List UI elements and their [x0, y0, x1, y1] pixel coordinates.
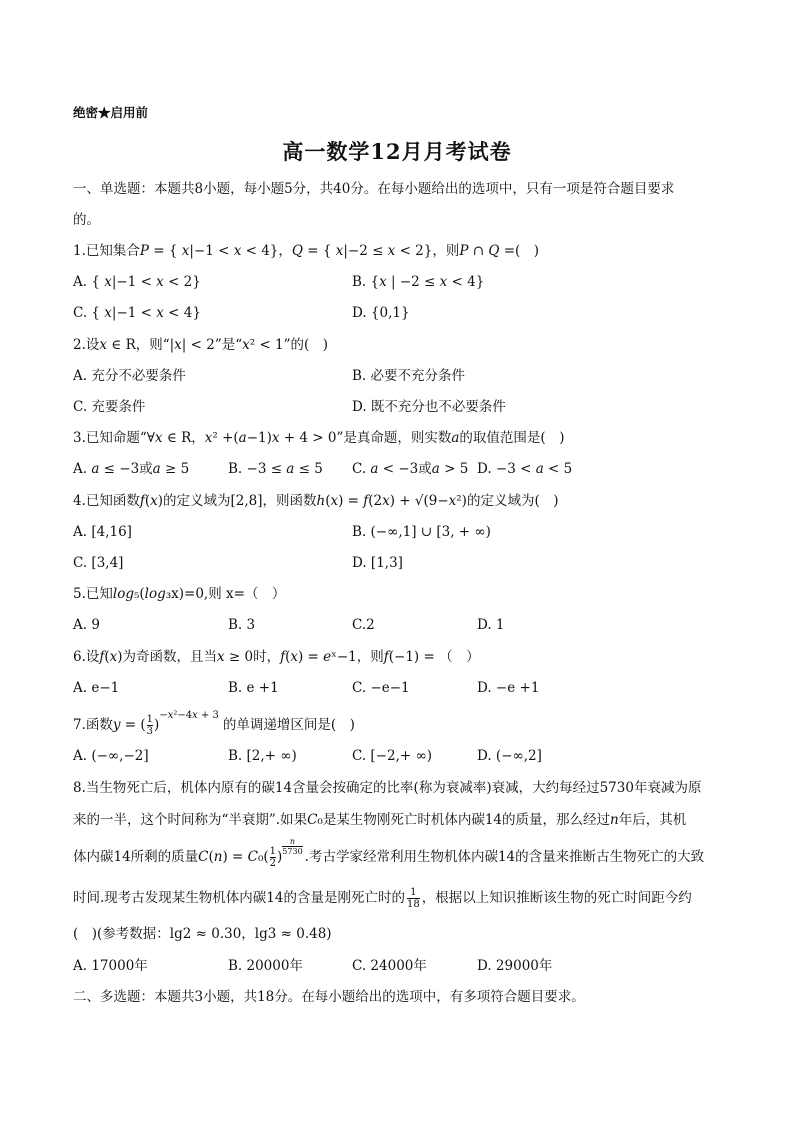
q8-option-a: A. 17000年 [73, 958, 148, 974]
q1-option-b: B. {𝑥 | −2 ≤ 𝑥 < 4} [352, 274, 485, 290]
q8-fraction-numerator: 1 [269, 846, 277, 857]
q8-line-4-suffix: ，根据以上知识推断该生物的死亡时间距今约 [421, 890, 692, 906]
q8-exponent-numerator: 𝑛 [282, 837, 302, 847]
q7-stem-prefix: 7.函数𝑦 = ( [73, 717, 146, 733]
q2-option-a: A. 充分不必要条件 [73, 368, 186, 384]
q2-stem: 2.设𝑥 ∈ R，则“|𝑥| < 2”是“𝑥² < 1”的( ) [73, 337, 329, 353]
q8-option-c: C. 24000年 [352, 958, 427, 974]
q8-line-3-prefix: 体内碳14所剩的质量𝐶(𝑛) = 𝐶₀( [73, 849, 269, 865]
q8-option-d: D. 29000年 [477, 958, 553, 974]
q8-line-5: ( )(参考数据：lg2 ≈ 0.30，lg3 ≈ 0.48) [73, 926, 332, 942]
q7-option-a: A. (−∞,−2] [73, 748, 149, 764]
section1-intro: 一、单选题：本题共8小题，每小题5分，共40分。在每小题给出的选项中，只有一项是符合题目要求 [73, 181, 675, 197]
q1-option-a: A. { 𝑥|−1 < 𝑥 < 2} [73, 274, 201, 290]
q4-option-b: B. (−∞,1] ∪ [3, + ∞) [352, 524, 491, 540]
q8-ratio-numerator: 1 [407, 887, 420, 899]
q7-exponent: −𝑥²−4𝑥 + 3 [159, 710, 219, 721]
q1-stem: 1.已知集合𝑃 = { 𝑥|−1 < 𝑥 < 4}，𝑄 = { 𝑥|−2 ≤ 𝑥 < 2}，则𝑃 ∩ 𝑄 =( ) [73, 243, 540, 259]
confidential-label: 绝密★启用前 [73, 105, 149, 120]
q8-line-2: 来的一半，这个时间称为“半衰期”.如果𝐶₀是某生物刚死亡时机体内碳14的质量，那么经过𝑛年后，其机 [73, 812, 687, 828]
q5-option-a: A. 9 [73, 617, 100, 633]
q3-option-c: C. 𝑎 < −3或𝑎 > 5 [352, 461, 469, 477]
q7-option-d: D. (−∞,2] [477, 748, 542, 764]
q1-option-d: D. {0,1} [352, 305, 410, 321]
q6-option-c: C. −e−1 [352, 680, 410, 696]
q8-line-4-prefix: 时间.现考古发现某生物机体内碳14的含量是刚死亡时的 [73, 890, 405, 906]
q7-stem: 7.函数𝑦 = ( $\frac{1}{3}$ )−𝑥²−4𝑥 + 3的单调递增区间是( ) [73, 714, 355, 737]
q4-stem: 4.已知函数𝑓(𝑥)的定义域为[2,8]，则函数ℎ(𝑥) = 𝑓(2𝑥) + √(9−𝑥²)的定义域为( ) [73, 493, 559, 509]
q6-option-d: D. −e +1 [477, 680, 540, 696]
q4-option-c: C. [3,4] [73, 555, 124, 571]
q8-option-b: B. 20000年 [228, 958, 303, 974]
q1-option-c: C. { 𝑥|−1 < 𝑥 < 4} [73, 305, 201, 321]
q7-option-b: B. [2,+ ∞) [228, 748, 297, 764]
q7-fraction-denominator: 3 [146, 726, 154, 737]
q7-fraction-numerator: 1 [146, 714, 154, 725]
section1-intro-cont: 的。 [73, 212, 100, 228]
q6-option-b: B. e +1 [228, 680, 279, 696]
q4-option-a: A. [4,16] [73, 524, 132, 540]
q2-option-c: C. 充要条件 [73, 399, 146, 415]
q2-option-b: B. 必要不充分条件 [352, 368, 466, 384]
q8-line-4 [73, 887, 692, 910]
q6-stem: 6.设𝑓(𝑥)为奇函数，且当𝑥 ≥ 0时，𝑓(𝑥) = 𝑒ˣ−1，则𝑓(−1) = （ ） [73, 649, 480, 665]
q8-ratio-denominator: 18 [406, 899, 420, 910]
section2-intro: 二、多选题：本题共3小题，共18分。在每小题给出的选项中，有多项符合题目要求。 [73, 989, 585, 1005]
q3-stem: 3.已知命题“∀𝑥 ∈ R，𝑥² +(𝑎−1)𝑥 + 4 > 0”是真命题，则实数𝑎的取值范围是( ) [73, 430, 565, 446]
q6-option-a: A. e−1 [73, 680, 120, 696]
q8-exponent-denominator: 5730 [282, 847, 303, 856]
q2-option-d: D. 既不充分也不必要条件 [352, 399, 506, 415]
q8-fraction-denominator: 2 [269, 858, 277, 869]
q8-line-3: 体内碳14所剩的质量𝐶(𝑛) = 𝐶₀( $\frac{1}{2}$ ) 𝑛 5730 .考古学家经常利用生物机体内碳14的含量来推断古生物死亡的大致 [73, 837, 705, 869]
page-title: 高一数学12月月考试卷 [282, 139, 512, 164]
q4-option-d: D. [1,3] [352, 555, 403, 571]
q3-option-a: A. 𝑎 ≤ −3或𝑎 ≥ 5 [73, 461, 190, 477]
q5-stem: 5.已知𝑙𝑜𝑔₅(𝑙𝑜𝑔₃x)=0,则 x=（ ） [73, 586, 286, 602]
q7-option-c: C. [−2,+ ∞) [352, 748, 433, 764]
q5-option-b: B. 3 [228, 617, 256, 633]
q3-option-d: D. −3 < 𝑎 < 5 [477, 461, 573, 477]
q7-stem-suffix: 的单调递增区间是( ) [222, 717, 355, 733]
q5-option-c: C.2 [352, 617, 375, 633]
q8-line-1: 8.当生物死亡后，机体内原有的碳14含量会按确定的比率(称为衰减率)衰减，大约每经过5730年衰减为原 [73, 780, 702, 796]
q8-line-3-suffix: .考古学家经常利用生物机体内碳14的含量来推断古生物死亡的大致 [304, 849, 705, 865]
q5-option-d: D. 1 [477, 617, 505, 633]
q3-option-b: B. −3 ≤ 𝑎 ≤ 5 [228, 461, 323, 477]
